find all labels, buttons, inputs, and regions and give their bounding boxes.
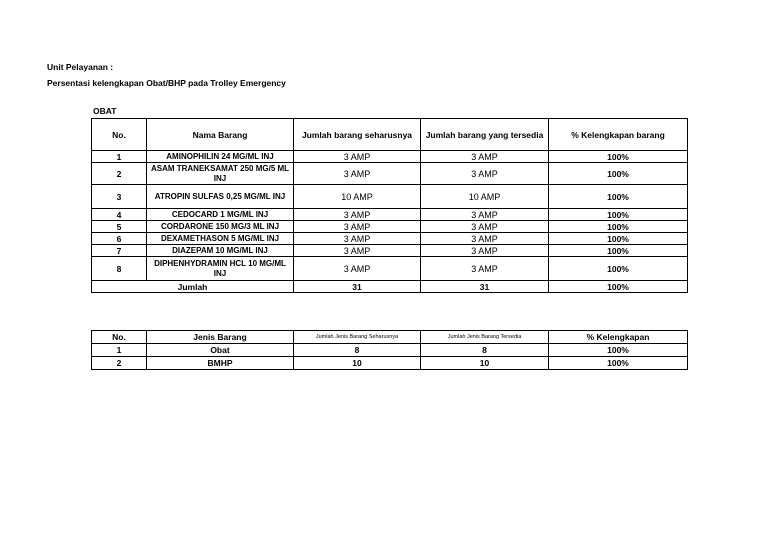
summary-col-available: Jumlah Jenis Barang Tersedia bbox=[421, 331, 549, 344]
summary-expected: 10 bbox=[294, 357, 421, 370]
row-no: 5 bbox=[92, 221, 147, 233]
table-row bbox=[92, 245, 688, 257]
row-percent: 100% bbox=[549, 245, 688, 257]
row-no: 6 bbox=[92, 233, 147, 245]
summary-available: 8 bbox=[421, 344, 549, 357]
medicine-table bbox=[91, 118, 688, 293]
row-expected: 3 AMP bbox=[294, 245, 421, 257]
summary-available: 10 bbox=[421, 357, 549, 370]
table-row bbox=[92, 233, 688, 245]
row-available: 3 AMP bbox=[421, 209, 549, 221]
row-expected: 3 AMP bbox=[294, 233, 421, 245]
row-no: 1 bbox=[92, 151, 147, 163]
unit-label: Unit Pelayanan : bbox=[47, 62, 114, 72]
row-name: ASAM TRANEKSAMAT 250 MG/5 ML INJ bbox=[147, 163, 294, 185]
row-name: DIPHENHYDRAMIN HCL 10 MG/ML INJ bbox=[147, 257, 294, 281]
col-header-expected: Jumlah barang seharusnya bbox=[294, 119, 421, 151]
row-no: 4 bbox=[92, 209, 147, 221]
row-expected: 3 AMP bbox=[294, 209, 421, 221]
col-header-name: Nama Barang bbox=[147, 119, 294, 151]
row-expected: 3 AMP bbox=[294, 163, 421, 185]
col-header-no: No. bbox=[92, 119, 147, 151]
row-name: ATROPIN SULFAS 0,25 MG/ML INJ bbox=[147, 185, 294, 209]
summary-no: 2 bbox=[92, 357, 147, 370]
row-expected: 3 AMP bbox=[294, 221, 421, 233]
row-name: AMINOPHILIN 24 MG/ML INJ bbox=[147, 151, 294, 163]
table-row bbox=[92, 185, 688, 209]
row-percent: 100% bbox=[549, 163, 688, 185]
row-available: 3 AMP bbox=[421, 151, 549, 163]
summary-table bbox=[91, 330, 688, 370]
row-expected: 10 AMP bbox=[294, 185, 421, 209]
row-percent: 100% bbox=[549, 221, 688, 233]
row-available: 3 AMP bbox=[421, 163, 549, 185]
row-available: 10 AMP bbox=[421, 185, 549, 209]
table-row bbox=[92, 357, 688, 370]
section-label: OBAT bbox=[93, 106, 117, 116]
row-no: 8 bbox=[92, 257, 147, 281]
total-available: 31 bbox=[421, 281, 549, 293]
summary-percent: 100% bbox=[549, 357, 688, 370]
row-percent: 100% bbox=[549, 151, 688, 163]
row-no: 2 bbox=[92, 163, 147, 185]
col-header-percent: % Kelengkapan barang bbox=[549, 119, 688, 151]
summary-col-type: Jenis Barang bbox=[147, 331, 294, 344]
row-percent: 100% bbox=[549, 233, 688, 245]
page-title: Persentasi kelengkapan Obat/BHP pada Trolley Emergency bbox=[47, 78, 286, 88]
table-row bbox=[92, 344, 688, 357]
summary-type: Obat bbox=[147, 344, 294, 357]
row-no: 7 bbox=[92, 245, 147, 257]
table-row bbox=[92, 221, 688, 233]
summary-no: 1 bbox=[92, 344, 147, 357]
row-name: CORDARONE 150 MG/3 ML INJ bbox=[147, 221, 294, 233]
row-percent: 100% bbox=[549, 209, 688, 221]
table-row bbox=[92, 257, 688, 281]
table-row bbox=[92, 209, 688, 221]
summary-expected: 8 bbox=[294, 344, 421, 357]
summary-col-percent: % Kelengkapan bbox=[549, 331, 688, 344]
row-expected: 3 AMP bbox=[294, 151, 421, 163]
table-row bbox=[92, 151, 688, 163]
summary-type: BMHP bbox=[147, 357, 294, 370]
total-expected: 31 bbox=[294, 281, 421, 293]
row-percent: 100% bbox=[549, 185, 688, 209]
row-available: 3 AMP bbox=[421, 245, 549, 257]
summary-col-expected: Jumlah Jenis Barang Seharusnya bbox=[294, 331, 421, 344]
summary-header-row bbox=[92, 331, 688, 344]
total-percent: 100% bbox=[549, 281, 688, 293]
row-percent: 100% bbox=[549, 257, 688, 281]
row-available: 3 AMP bbox=[421, 233, 549, 245]
row-no: 3 bbox=[92, 185, 147, 209]
summary-percent: 100% bbox=[549, 344, 688, 357]
col-header-available: Jumlah barang yang tersedia bbox=[421, 119, 549, 151]
total-row bbox=[92, 281, 688, 293]
summary-col-no: No. bbox=[92, 331, 147, 344]
row-name: DEXAMETHASON 5 MG/ML INJ bbox=[147, 233, 294, 245]
row-available: 3 AMP bbox=[421, 221, 549, 233]
row-available: 3 AMP bbox=[421, 257, 549, 281]
row-name: CEDOCARD 1 MG/ML INJ bbox=[147, 209, 294, 221]
row-expected: 3 AMP bbox=[294, 257, 421, 281]
row-name: DIAZEPAM 10 MG/ML INJ bbox=[147, 245, 294, 257]
total-label: Jumlah bbox=[92, 281, 294, 293]
table-header-row bbox=[92, 119, 688, 151]
table-row bbox=[92, 163, 688, 185]
